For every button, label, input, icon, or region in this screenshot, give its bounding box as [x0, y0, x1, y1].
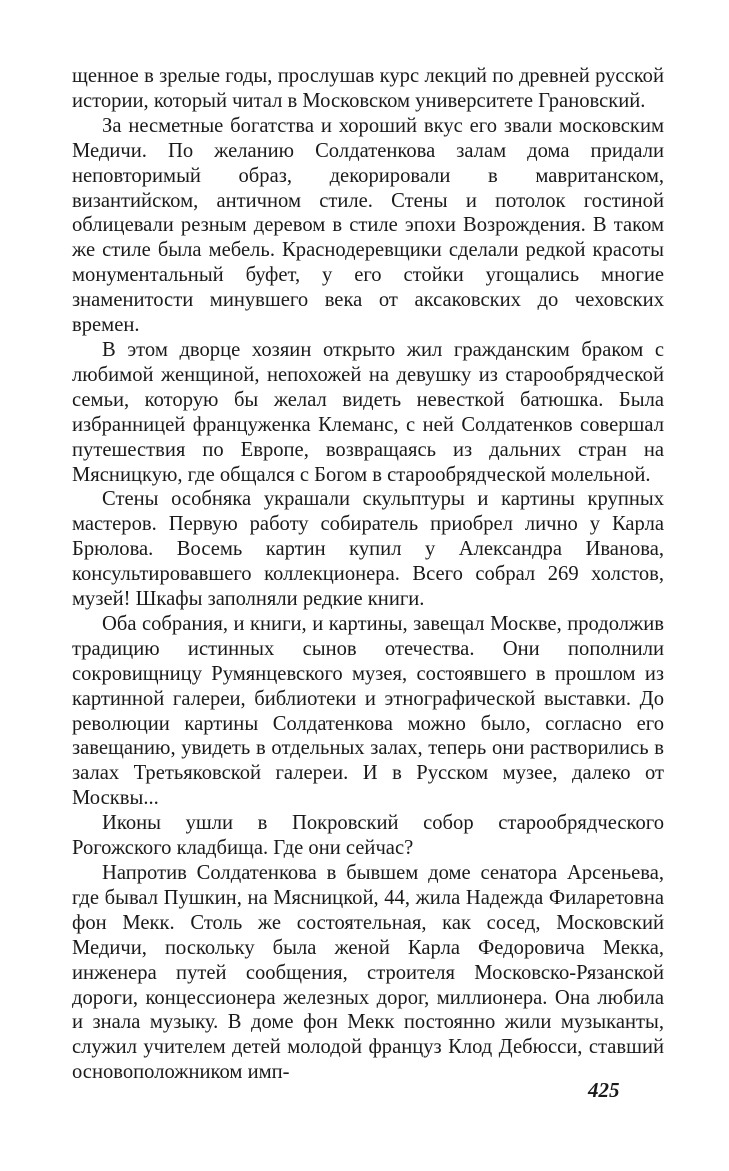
- paragraph-1: щенное в зрелые годы, прослушав курс лекций по древней русской истории, который читал в Московском университете Грановский.: [72, 65, 664, 112]
- paragraph-7: Напротив Солдатенкова в бывшем доме сенатора Арсеньева, где бывал Пушкин, на Мясницкой, 44, жила Надежда Филаретовна фон Мекк. Столь же состоятельная, как сосед, Московский Медичи, поскольку была женой Карла Федоровича Мекка, инженера путей сообщения, строителя Московско-Рязанской дороги, концессионера железных дорог, миллионера. Она любила и знала музыку. В доме фон Мекк постоянно жили музыканты, служил учителем детей молодой француз Клод Дебюсси, ставший основоположником имп-: [72, 862, 664, 1084]
- paragraph-4: Стены особняка украшали скульптуры и картины крупных мастеров. Первую работу собиратель приобрел лично у Карла Брюлова. Восемь картин купил у Александра Иванова, консультировавшего коллекционера. Всего собрал 269 холстов, музей! Шкафы заполняли редкие книги.: [72, 488, 664, 611]
- paragraph-6: Иконы ушли в Покровский собор старообрядческого Рогожского кладбища. Где они сейчас?: [72, 812, 664, 860]
- page-number: 425: [588, 1078, 620, 1102]
- paragraph-5: Оба собрания, и книги, и картины, завещал Москве, продолжив традицию истинных сынов отечества. Они пополнили сокровищницу Румянцевского музея, состоявшего в прошлом из картинной галереи, библиотеки и этнографической выставки. До революции картины Солдатенкова можно было, согласно его завещанию, увидеть в отдельных залах, теперь они растворились в залах Третьяковской галереи. И в Русском музее, далеко от Москвы...: [72, 612, 664, 810]
- paragraph-3: В этом дворце хозяин открыто жил гражданским браком с любимой женщиной, непохожей на девушку из старообрядческой семьи, которую бы желал видеть невесткой батюшка. Была избранницей француженка Клеманс, с ней Солдатенков совершал путешествия по Европе, возвращаясь из дальних стран на Мясницкую, где общался с Богом в старообрядческой молельной.: [72, 338, 664, 486]
- paragraph-2: За несметные богатства и хороший вкус его звали московским Медичи. По желанию Солдатенкова залам дома придали неповторимый образ, декорировали в мавританском, византийском, античном стиле. Стены и потолок гостиной облицевали резным деревом в стиле эпохи Возрождения. В таком же стиле была мебель. Краснодеревщики сделали редкой красоты монументальный буфет, у его стойки угощались многие знаменитости минувшего века от аксаковских до чеховских времен.: [72, 114, 664, 337]
- body-text: [72, 64, 664, 1085]
